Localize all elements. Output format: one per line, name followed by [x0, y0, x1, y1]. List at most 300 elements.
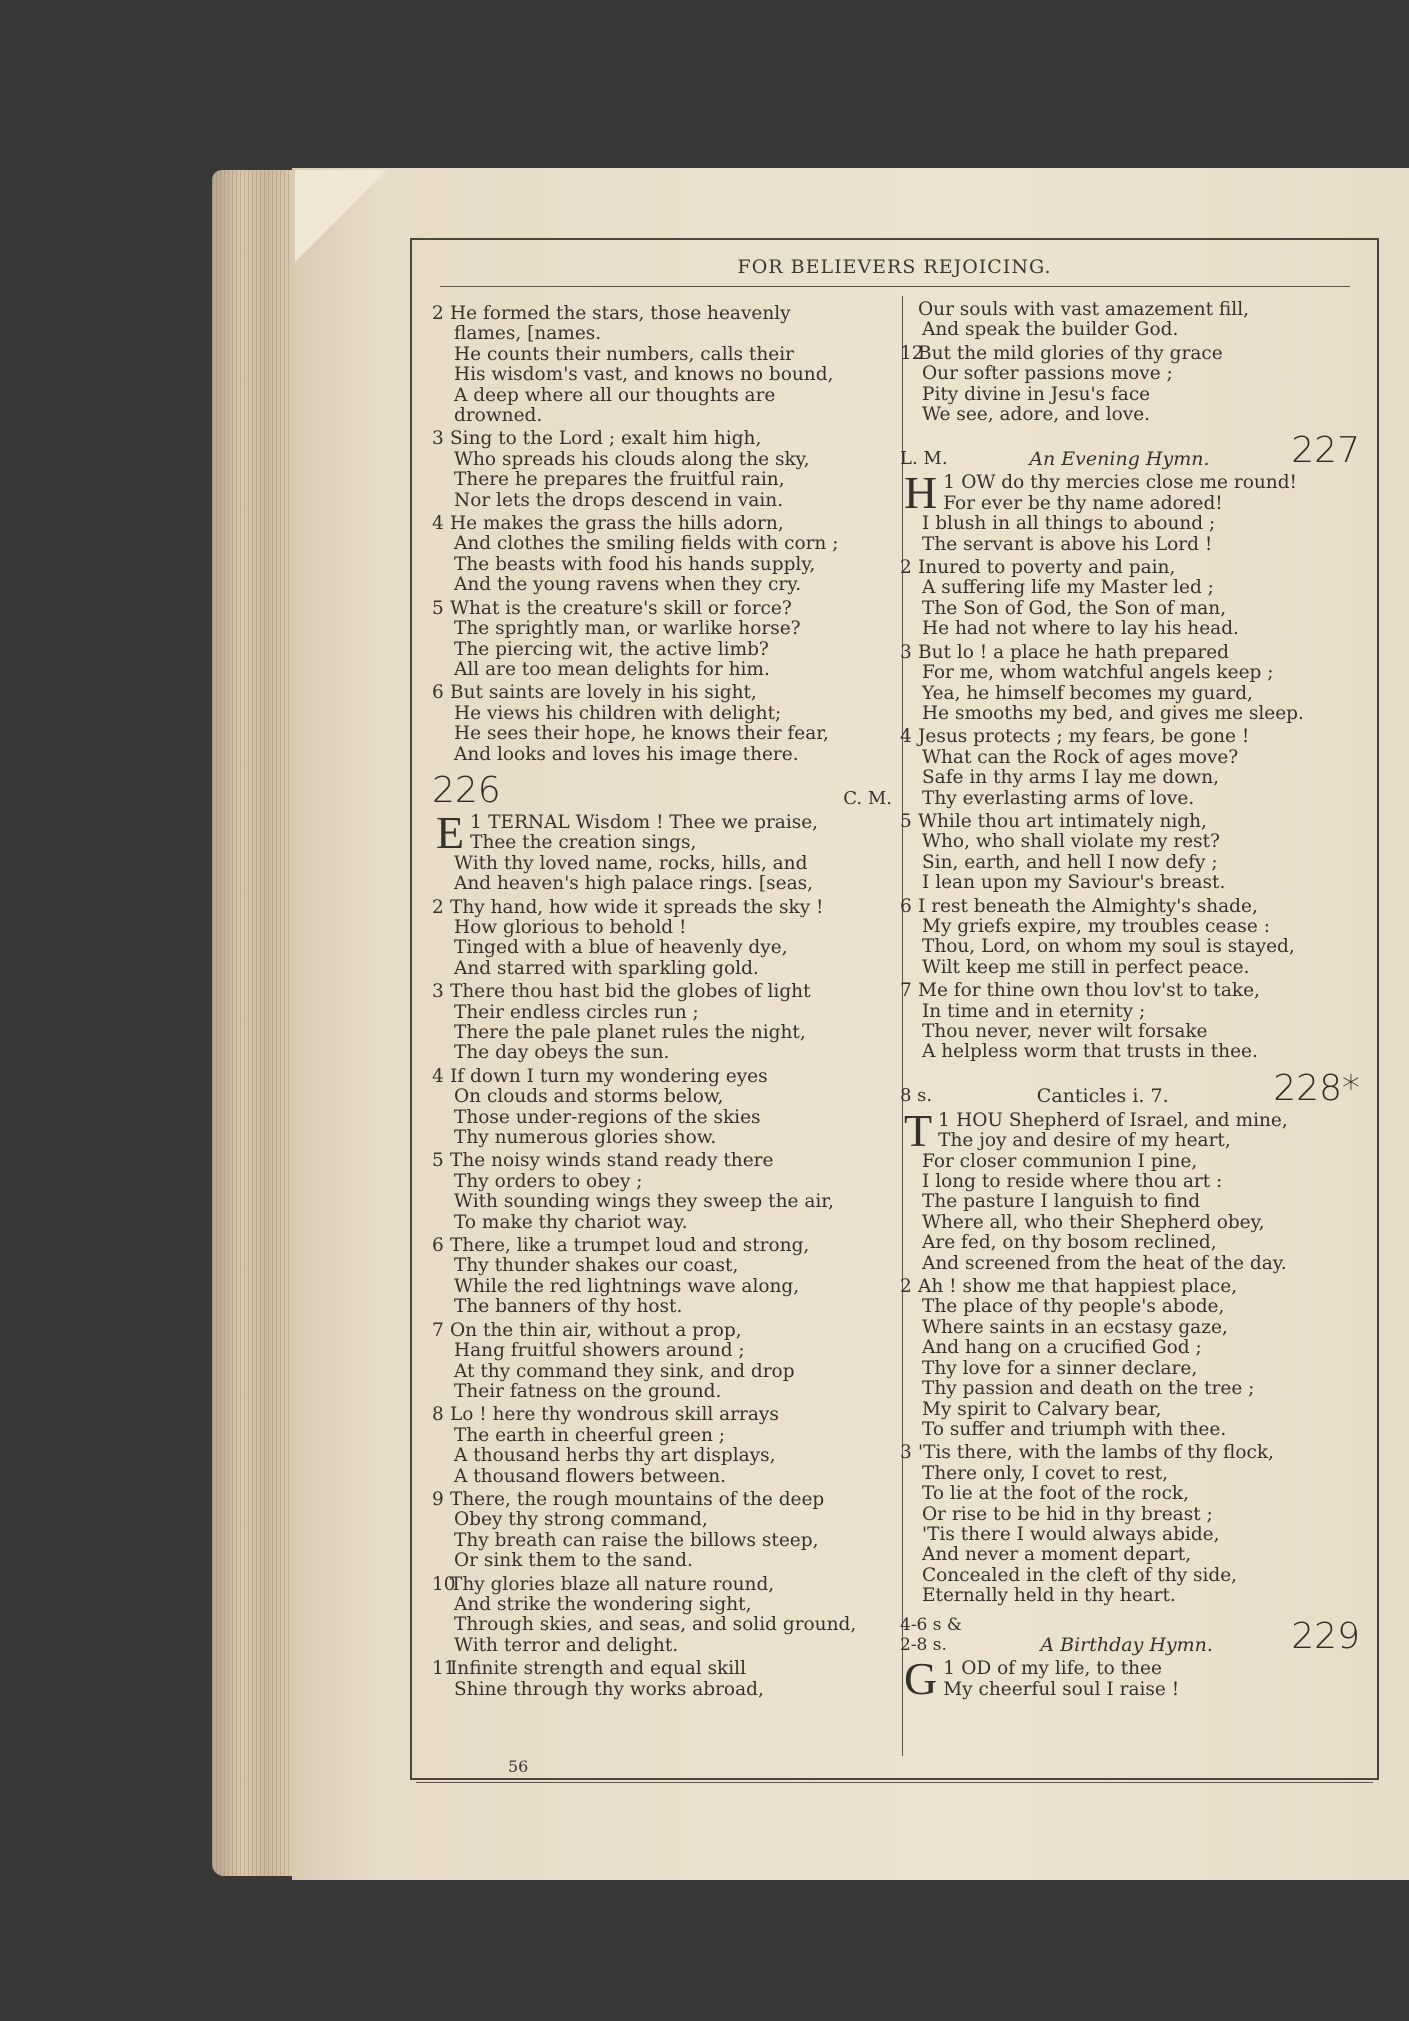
hymn-229-verses: [900, 1653, 1360, 1705]
verse-line: [432, 304, 892, 324]
folded-corner: [295, 170, 387, 262]
verse-line-text: Or sink them to the sand.: [454, 1550, 693, 1572]
verse-line-text: He sees their hope, he knows their fear,: [454, 723, 829, 745]
hymn-meter: [900, 1615, 962, 1656]
verse-line: [432, 1490, 892, 1510]
verse-line: [432, 1172, 892, 1192]
verse: [432, 982, 892, 1064]
verse-line-text: And looks and loves his image there.: [454, 743, 799, 765]
verse: [432, 1151, 892, 1233]
verse-line-text: The place of thy people's abode,: [922, 1296, 1225, 1318]
verse-line-text: Thy orders to obey ;: [454, 1170, 643, 1192]
verse-line-text: Thy passion and death on the tree ;: [922, 1378, 1255, 1400]
verse-number: 5: [432, 597, 444, 619]
drop-cap: E: [436, 806, 465, 858]
hymn-229-heading: [900, 1615, 1360, 1656]
verse-line-text: Infinite strength and equal skill: [450, 1658, 747, 1680]
verse-line: [900, 643, 1360, 663]
verse-line-text: The earth in cheerful green ;: [454, 1424, 726, 1446]
verse-line-text: A thousand herbs thy art displays,: [454, 1445, 776, 1467]
verse: [900, 344, 1360, 426]
verse-line: [432, 1680, 892, 1700]
verse-line-text: And heaven's high palace rings. [seas,: [454, 873, 813, 895]
verse-line-text: Concealed in the cleft of thy side,: [922, 1564, 1238, 1586]
verse-line: [432, 514, 892, 534]
verse-number: 1: [943, 472, 956, 494]
verse-line-text: There, like a trumpet loud and strong,: [450, 1235, 810, 1257]
drop-cap: H: [904, 467, 938, 519]
verse-line: [432, 1551, 892, 1571]
verse-line: [432, 1277, 892, 1297]
verse-line-text: Thy everlasting arms of love.: [922, 787, 1195, 809]
verse-line: [900, 958, 1360, 978]
verse-number: 4: [432, 1065, 444, 1087]
verse-line: [900, 385, 1360, 405]
header-rule: [440, 286, 1350, 287]
verse-line: [432, 619, 892, 639]
verse-number: 7: [900, 980, 912, 1002]
verse-line: [432, 1023, 892, 1043]
verse-line: [432, 660, 892, 680]
verse-line: [432, 1321, 892, 1341]
hymn-226-verses: [432, 806, 892, 1700]
verse-number: 3: [900, 641, 912, 663]
verse-line: [432, 1426, 892, 1446]
verse-line-text: He formed the stars, those heavenly: [450, 303, 791, 324]
verse: [432, 806, 892, 895]
verse-line: [432, 1446, 892, 1466]
verse-line: [432, 599, 892, 619]
verse-line: [900, 832, 1360, 852]
verse-line-text: How glorious to behold !: [454, 916, 687, 938]
right-column: [900, 300, 1360, 1703]
verse-line: [432, 1067, 892, 1087]
footer-rule: [416, 1782, 1373, 1783]
verse-line: [900, 1484, 1360, 1504]
verse-line-text: All are too mean delights for him.: [454, 658, 770, 680]
verse-line-text: To lie at the foot of the rock,: [922, 1483, 1190, 1505]
verse-line-text: Thou, Lord, on whom my soul is stayed,: [922, 936, 1295, 958]
verse-line: [432, 1213, 892, 1233]
verse-line-text: Sing to the Lord ; exalt him high,: [450, 428, 762, 450]
verse-line-text: Jesus protects ; my fears, be gone !: [918, 726, 1250, 748]
verse-number: 1: [938, 1109, 950, 1131]
verse-line-text: And never a moment depart,: [922, 1544, 1192, 1566]
verse-line-text: Those under-regions of the skies: [454, 1106, 761, 1128]
verse-line-text: There he prepares the fruitful rain,: [454, 469, 785, 491]
verse: [432, 1659, 892, 1700]
verse-line: [900, 704, 1360, 724]
verse-line-text: For me, whom watchful angels keep ;: [922, 662, 1274, 684]
verse-line-text: Thee the creation sings,: [470, 832, 697, 854]
hymn-title: Canticles i. 7.: [1036, 1085, 1169, 1108]
verse-line-text: There, the rough mountains of the deep: [450, 1488, 825, 1510]
verse-line: [432, 365, 892, 385]
verse: [900, 1277, 1360, 1440]
verse-line-text: Nor lets the drops descend in vain.: [454, 489, 784, 511]
verse-line: [432, 345, 892, 365]
verse-line-text: And the young ravens when they cry.: [454, 574, 802, 596]
verse: [900, 300, 1360, 341]
verse-line: [900, 789, 1360, 809]
verse-line-text: He had not where to lay his head.: [922, 618, 1239, 640]
left-column: [432, 304, 892, 1703]
verse: [432, 1236, 892, 1318]
hymn-meter: 8 s.: [900, 1085, 933, 1107]
verse-line: [432, 1236, 892, 1256]
verse-line-text: Through skies, and seas, and solid ground,: [454, 1614, 857, 1636]
verse-line-text: Lo ! here thy wondrous skill arrays: [450, 1404, 779, 1426]
verse-line-text: The piercing wit, the active limb?: [454, 638, 769, 660]
verse-line-text: Thy glories blaze all nature round,: [450, 1573, 775, 1595]
verse-number: 2: [900, 557, 912, 579]
verse: [900, 981, 1360, 1063]
verse: [900, 1104, 1360, 1274]
verse-line-text: We see, adore, and love.: [922, 404, 1151, 426]
verse-line-text: Their endless circles run ;: [454, 1001, 699, 1023]
verse-line: [900, 1545, 1360, 1565]
verse-line: [432, 1636, 892, 1656]
verse-number: 3: [432, 428, 444, 450]
hymn-227-heading: [900, 430, 1360, 472]
verse-line-text: I long to reside where thou art :: [922, 1171, 1223, 1193]
verse-line-text: Who spreads his clouds along the sky,: [454, 448, 810, 470]
verse-line: [900, 1420, 1360, 1440]
verse-line-text: He views his children with delight;: [454, 702, 782, 724]
verse-line: [900, 1233, 1360, 1253]
verse-line-text: Where saints in an ecstasy gaze,: [922, 1316, 1228, 1338]
verse-line: [900, 578, 1360, 598]
hymn-title: An Evening Hymn.: [1029, 448, 1210, 471]
verse-line: [432, 1256, 892, 1276]
book-page-edges: [212, 170, 302, 1876]
verse-line: [432, 470, 892, 490]
verse-line-text: drowned.: [454, 405, 543, 427]
verse-line: [432, 1043, 892, 1063]
verse-number: 5: [900, 810, 912, 832]
verse-number: 9: [432, 1488, 444, 1510]
verse: [432, 1490, 892, 1572]
verse-line-text: His wisdom's vast, and knows no bound,: [454, 364, 834, 386]
verse-line-text: He makes the grass the hills adorn,: [450, 513, 784, 535]
verse-line: [432, 898, 892, 918]
verse-line: [432, 704, 892, 724]
verse-line: [900, 1277, 1360, 1297]
verse-line-text: Thy hand, how wide it spreads the sky !: [450, 896, 824, 918]
verse-number: 3: [900, 1442, 912, 1464]
hymn-number: 226: [432, 769, 501, 811]
verse-line: [900, 1379, 1360, 1399]
verse-line-text: Where all, who their Shepherd obey,: [922, 1211, 1265, 1233]
verse-line-text: The servant is above his Lord !: [922, 533, 1213, 555]
verse-line: [432, 1003, 892, 1023]
verse-line-text: There the pale planet rules the night,: [454, 1022, 806, 1043]
verse: [432, 599, 892, 681]
verse-line-text: My cheerful soul I raise !: [943, 1678, 1180, 1700]
hymn-meter-line: 4-6 s &: [900, 1614, 963, 1635]
verse-line: [900, 1002, 1360, 1022]
verse-line: [900, 1254, 1360, 1274]
verse-line: [900, 873, 1360, 893]
verse-line-text: The noisy winds stand ready there: [450, 1150, 774, 1172]
drop-cap: T: [904, 1104, 933, 1156]
hymn-number: 227: [1291, 430, 1360, 472]
verse-line: [432, 491, 892, 511]
verse: [432, 1067, 892, 1149]
verse-line: [900, 853, 1360, 873]
verse-line: [432, 1192, 892, 1212]
hymn-title: A Birthday Hymn.: [1040, 1633, 1213, 1656]
verse-line: [432, 640, 892, 660]
verse-line-text: My griefs expire, my troubles cease :: [922, 915, 1270, 937]
verse-line: [432, 833, 892, 853]
verse-line-text: He smooths my bed, and gives me sleep.: [922, 702, 1304, 724]
verse-line-text: I rest beneath the Almighty's shade,: [918, 895, 1258, 917]
verse-line: [900, 1192, 1360, 1212]
verse-line-text: 'Tis there, with the lambs of thy flock,: [918, 1442, 1274, 1464]
verse-line: [432, 450, 892, 470]
verse-line-text: Hang fruitful showers around ;: [454, 1340, 745, 1362]
verse-line-text: And speak the builder God.: [922, 319, 1179, 341]
verse-line-text: Thy breath can raise the billows steep,: [454, 1529, 819, 1551]
verse-line: [900, 514, 1360, 534]
verse-line: [432, 854, 892, 874]
verse: [432, 898, 892, 980]
verse-number: 10: [432, 1573, 456, 1595]
verse-line-text: Our souls with vast amazement fill,: [918, 299, 1249, 320]
hymn-226-heading: [432, 769, 892, 811]
verse: [900, 643, 1360, 725]
verse-line: [900, 981, 1360, 1001]
verse: [432, 1405, 892, 1487]
verse-line: [432, 1531, 892, 1551]
verse-line: [900, 320, 1360, 340]
hymn-meter-line: 2-8 s.: [900, 1634, 947, 1655]
verse-line-text: In time and in eternity ;: [922, 1000, 1146, 1022]
verse-line-text: What is the creature's skill or force?: [450, 597, 792, 619]
verse-line-text: The beasts with food his hands supply,: [454, 553, 816, 575]
verse-line-text: But the mild glories of thy grace: [918, 342, 1223, 364]
verse: [900, 727, 1360, 809]
verse-number: 5: [432, 1150, 444, 1172]
verse: [900, 1653, 1360, 1705]
verse-line: [900, 494, 1360, 514]
verse-line: [432, 1510, 892, 1530]
verse-line: [900, 663, 1360, 683]
verse-line-text: A helpless worm that trusts in thee.: [922, 1041, 1258, 1063]
verse-line-text: Shine through thy works abroad,: [454, 1678, 764, 1700]
verse: [432, 683, 892, 765]
hymn-meter: L. M.: [900, 448, 948, 470]
verse-line: [432, 1087, 892, 1107]
verse-line: [432, 1382, 892, 1402]
verse-line-text: Are fed, on thy bosom reclined,: [922, 1232, 1217, 1254]
verse-line-text: HOU Shepherd of Israel, and mine,: [956, 1109, 1288, 1131]
verse-line: [900, 1443, 1360, 1463]
verse-line: [900, 748, 1360, 768]
verse-line: [900, 727, 1360, 747]
verse-line-text: Obey thy strong command,: [454, 1509, 708, 1531]
verse-line: [432, 1362, 892, 1382]
verse-line: [900, 1400, 1360, 1420]
verse-line-text: With sounding wings they sweep the air,: [454, 1191, 834, 1213]
verse-line-text: There only, I covet to rest,: [922, 1462, 1169, 1484]
verse-line-text: TERNAL Wisdom ! Thee we praise,: [488, 811, 819, 833]
verse-line-text: Thy thunder shakes our coast,: [454, 1255, 739, 1277]
verse-line: [432, 918, 892, 938]
verse-line-text: Or rise to be hid in thy breast ;: [922, 1503, 1213, 1525]
verse-line-text: With terror and delight.: [454, 1634, 679, 1656]
hymn-225-end: [900, 300, 1360, 425]
verse-line: [432, 1108, 892, 1128]
verse-line-text: The Son of God, the Son of man,: [922, 597, 1227, 619]
verse-line: [900, 1297, 1360, 1317]
verse-line: [900, 599, 1360, 619]
verse-line-text: And strike the wondering sight,: [454, 1593, 752, 1615]
verse: [432, 1321, 892, 1403]
hymn-228-heading: [900, 1067, 1360, 1109]
verse-line-text: OD of my life, to thee: [961, 1658, 1162, 1680]
verse-line-text: While thou art intimately nigh,: [918, 810, 1207, 832]
verse-line: [900, 684, 1360, 704]
verse-line-text: The joy and desire of my heart,: [938, 1130, 1231, 1152]
verse-line-text: The pasture I languish to find: [922, 1191, 1201, 1213]
verse-line: [900, 1131, 1360, 1151]
verse-line: [432, 1128, 892, 1148]
verse-line: [432, 1615, 892, 1635]
verse-line: [432, 555, 892, 575]
verse-line-text: A deep where all our thoughts are: [454, 384, 776, 406]
verse-number: 1: [470, 811, 482, 833]
verse-line: [900, 1566, 1360, 1586]
hymn-228-verses: [900, 1104, 1360, 1607]
verse: [900, 812, 1360, 894]
verse-line: [432, 1659, 892, 1679]
verse-line-text: A thousand flowers between.: [454, 1465, 727, 1487]
verse-line: [432, 745, 892, 765]
verse-line-text: Thou never, never wilt forsake: [922, 1021, 1208, 1042]
verse-number: 4: [432, 513, 444, 535]
verse-number: 2: [432, 303, 444, 324]
verse-line: [900, 1338, 1360, 1358]
verse-line-text: But lo ! a place he hath prepared: [918, 641, 1230, 663]
verse-line: [432, 1467, 892, 1487]
verse-line: [432, 724, 892, 744]
verse-line-text: Ah ! show me that happiest place,: [918, 1276, 1238, 1298]
verse-line: [432, 1151, 892, 1171]
verse-line-text: Who, who shall violate my rest?: [922, 831, 1220, 853]
verse: [432, 304, 892, 426]
verse-line-text: And hang on a crucified God ;: [922, 1337, 1202, 1359]
verse-line: [432, 938, 892, 958]
verse-line: [432, 1405, 892, 1425]
verse: [432, 429, 892, 511]
hymn-225-continuation: [432, 304, 892, 765]
verse-line: [432, 1595, 892, 1615]
verse-line-text: The sprightly man, or warlike horse?: [454, 618, 801, 640]
verse: [900, 558, 1360, 640]
verse-line-text: With thy loved name, rocks, hills, and: [454, 852, 808, 874]
verse-line-text: Their fatness on the ground.: [454, 1380, 722, 1402]
verse-line: [900, 364, 1360, 384]
verse-line-text: Pity divine in Jesu's face: [922, 383, 1151, 405]
verse-line: [900, 1525, 1360, 1545]
verse-line: [900, 619, 1360, 639]
verse-line: [900, 812, 1360, 832]
verse-line: [900, 558, 1360, 578]
verse-line: [432, 324, 892, 344]
verse-line: [432, 1341, 892, 1361]
verse-line-text: Tinged with a blue of heavenly dye,: [454, 937, 788, 959]
verse-line: [900, 1172, 1360, 1192]
verse-line-text: Safe in thy arms I lay me down,: [922, 767, 1220, 789]
verse-line-text: On the thin air, without a prop,: [450, 1319, 742, 1341]
verse: [900, 1443, 1360, 1606]
verse-line: [432, 406, 892, 426]
verse-line: [900, 1318, 1360, 1338]
verse-line: [900, 1586, 1360, 1606]
verse-line-text: Eternally held in thy heart.: [922, 1585, 1176, 1607]
verse-line: [900, 1213, 1360, 1233]
verse-line: [900, 344, 1360, 364]
verse-line: [432, 959, 892, 979]
verse-line-text: The banners of thy host.: [454, 1296, 683, 1318]
verse-line-text: At thy command they sink, and drop: [454, 1360, 795, 1382]
drop-cap: G: [904, 1653, 938, 1705]
verse-line: [900, 405, 1360, 425]
verse-line-text: flames, [names.: [454, 323, 602, 345]
verse: [900, 467, 1360, 555]
verse-line: [900, 897, 1360, 917]
running-title: FOR BELIEVERS REJOICING.: [737, 256, 1052, 278]
verse-line-text: 'Tis there I would always abide,: [922, 1523, 1220, 1545]
verse-line-text: And screened from the heat of the day.: [922, 1252, 1287, 1274]
verse-line-text: On clouds and storms below,: [454, 1086, 724, 1108]
verse-line: [900, 917, 1360, 937]
verse-line-text: Our softer passions move ;: [922, 363, 1173, 385]
verse-line-text: Yea, he himself becomes my guard,: [922, 682, 1253, 704]
verse-line: [432, 386, 892, 406]
verse-line-text: I lean upon my Saviour's breast.: [922, 872, 1226, 894]
verse-line-text: Thy numerous glories show.: [454, 1127, 717, 1149]
verse-number: 6: [432, 682, 444, 704]
verse-number: 6: [900, 895, 912, 917]
verse-line: [900, 1464, 1360, 1484]
verse-line: [432, 874, 892, 894]
verse-line-text: A suffering life my Master led ;: [922, 577, 1214, 599]
verse-number: 7: [432, 1319, 444, 1341]
hymn-meter: C. M.: [843, 787, 892, 809]
verse-line: [432, 575, 892, 595]
verse-line: [900, 1505, 1360, 1525]
verse-line-text: Inured to poverty and pain,: [918, 557, 1176, 579]
hymn-number: 229: [1291, 1616, 1360, 1658]
verse-line: [900, 937, 1360, 957]
verse-number: 8: [432, 1404, 444, 1426]
verse-line-text: And clothes the smiling fields with corn ;: [454, 533, 839, 555]
verse: [900, 897, 1360, 979]
verse-line: [900, 1022, 1360, 1042]
verse-number: 4: [900, 726, 912, 748]
verse-line: [900, 1359, 1360, 1379]
verse-line-text: OW do thy mercies close me round!: [961, 472, 1297, 494]
verse-line: [900, 1152, 1360, 1172]
verse-line-text: For closer communion I pine,: [922, 1150, 1198, 1172]
verse-line-text: To suffer and triumph with thee.: [922, 1418, 1227, 1440]
verse-number: 12: [900, 342, 924, 364]
verse-line-text: He counts their numbers, calls their: [454, 343, 794, 365]
verse: [432, 514, 892, 596]
